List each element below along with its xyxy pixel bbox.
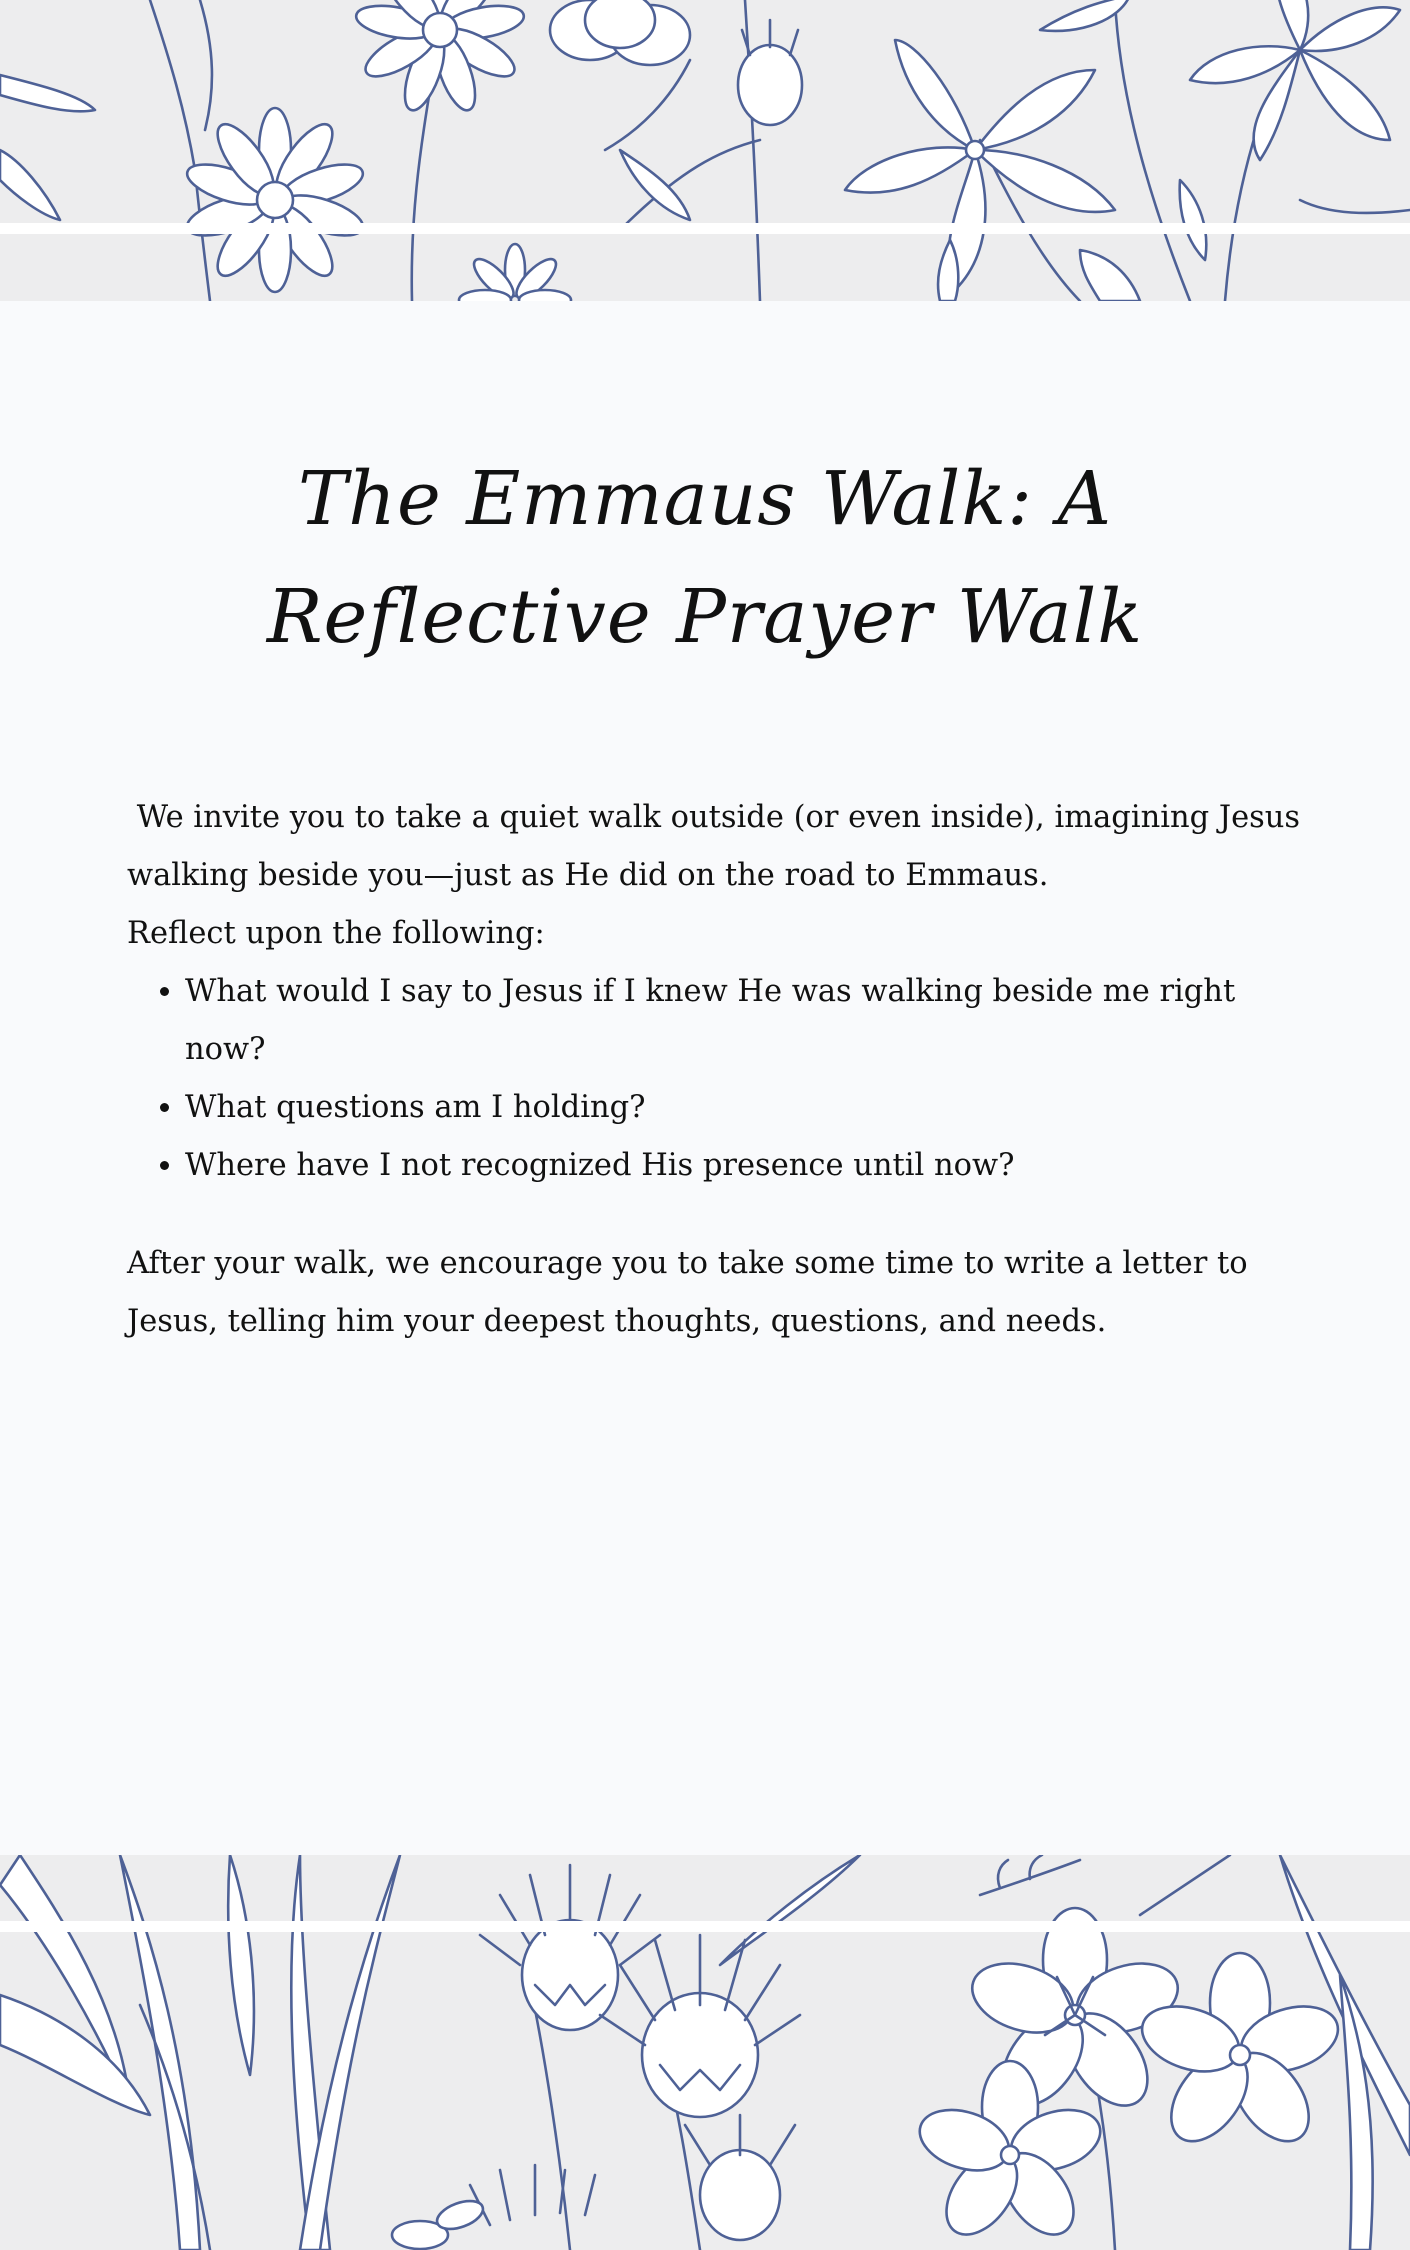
reflection-question-list (127, 963, 1317, 1195)
reflect-label: Reflect upon the following: (127, 916, 545, 951)
intro-paragraph: We invite you to take a quiet walk outside (or even inside), imagining Jesus walking beside you—just as He did on the road to Emmaus. (127, 800, 1310, 893)
closing-paragraph: After your walk, we encourage you to take some time to write a letter to Jesus, telling him your deepest thoughts, questions, and needs. (127, 1246, 1248, 1339)
list-item: • What would I say to Jesus if I knew He was walking beside me right now? (185, 963, 1317, 1079)
list-item: • What questions am I holding? (185, 1079, 1317, 1137)
bottom-floral-border (0, 1855, 1410, 2250)
page-title (255, 440, 1155, 676)
page-title-line-2: Reflective Prayer Walk (266, 574, 1144, 660)
top-divider-line (0, 223, 1410, 234)
body-text (127, 789, 1317, 1351)
list-item: • Where have I not recognized His presence until now? (185, 1137, 1317, 1195)
top-floral-border (0, 0, 1410, 301)
page-title-line-1: The Emmaus Walk: A (297, 456, 1113, 542)
bottom-divider-line (0, 1921, 1410, 1932)
